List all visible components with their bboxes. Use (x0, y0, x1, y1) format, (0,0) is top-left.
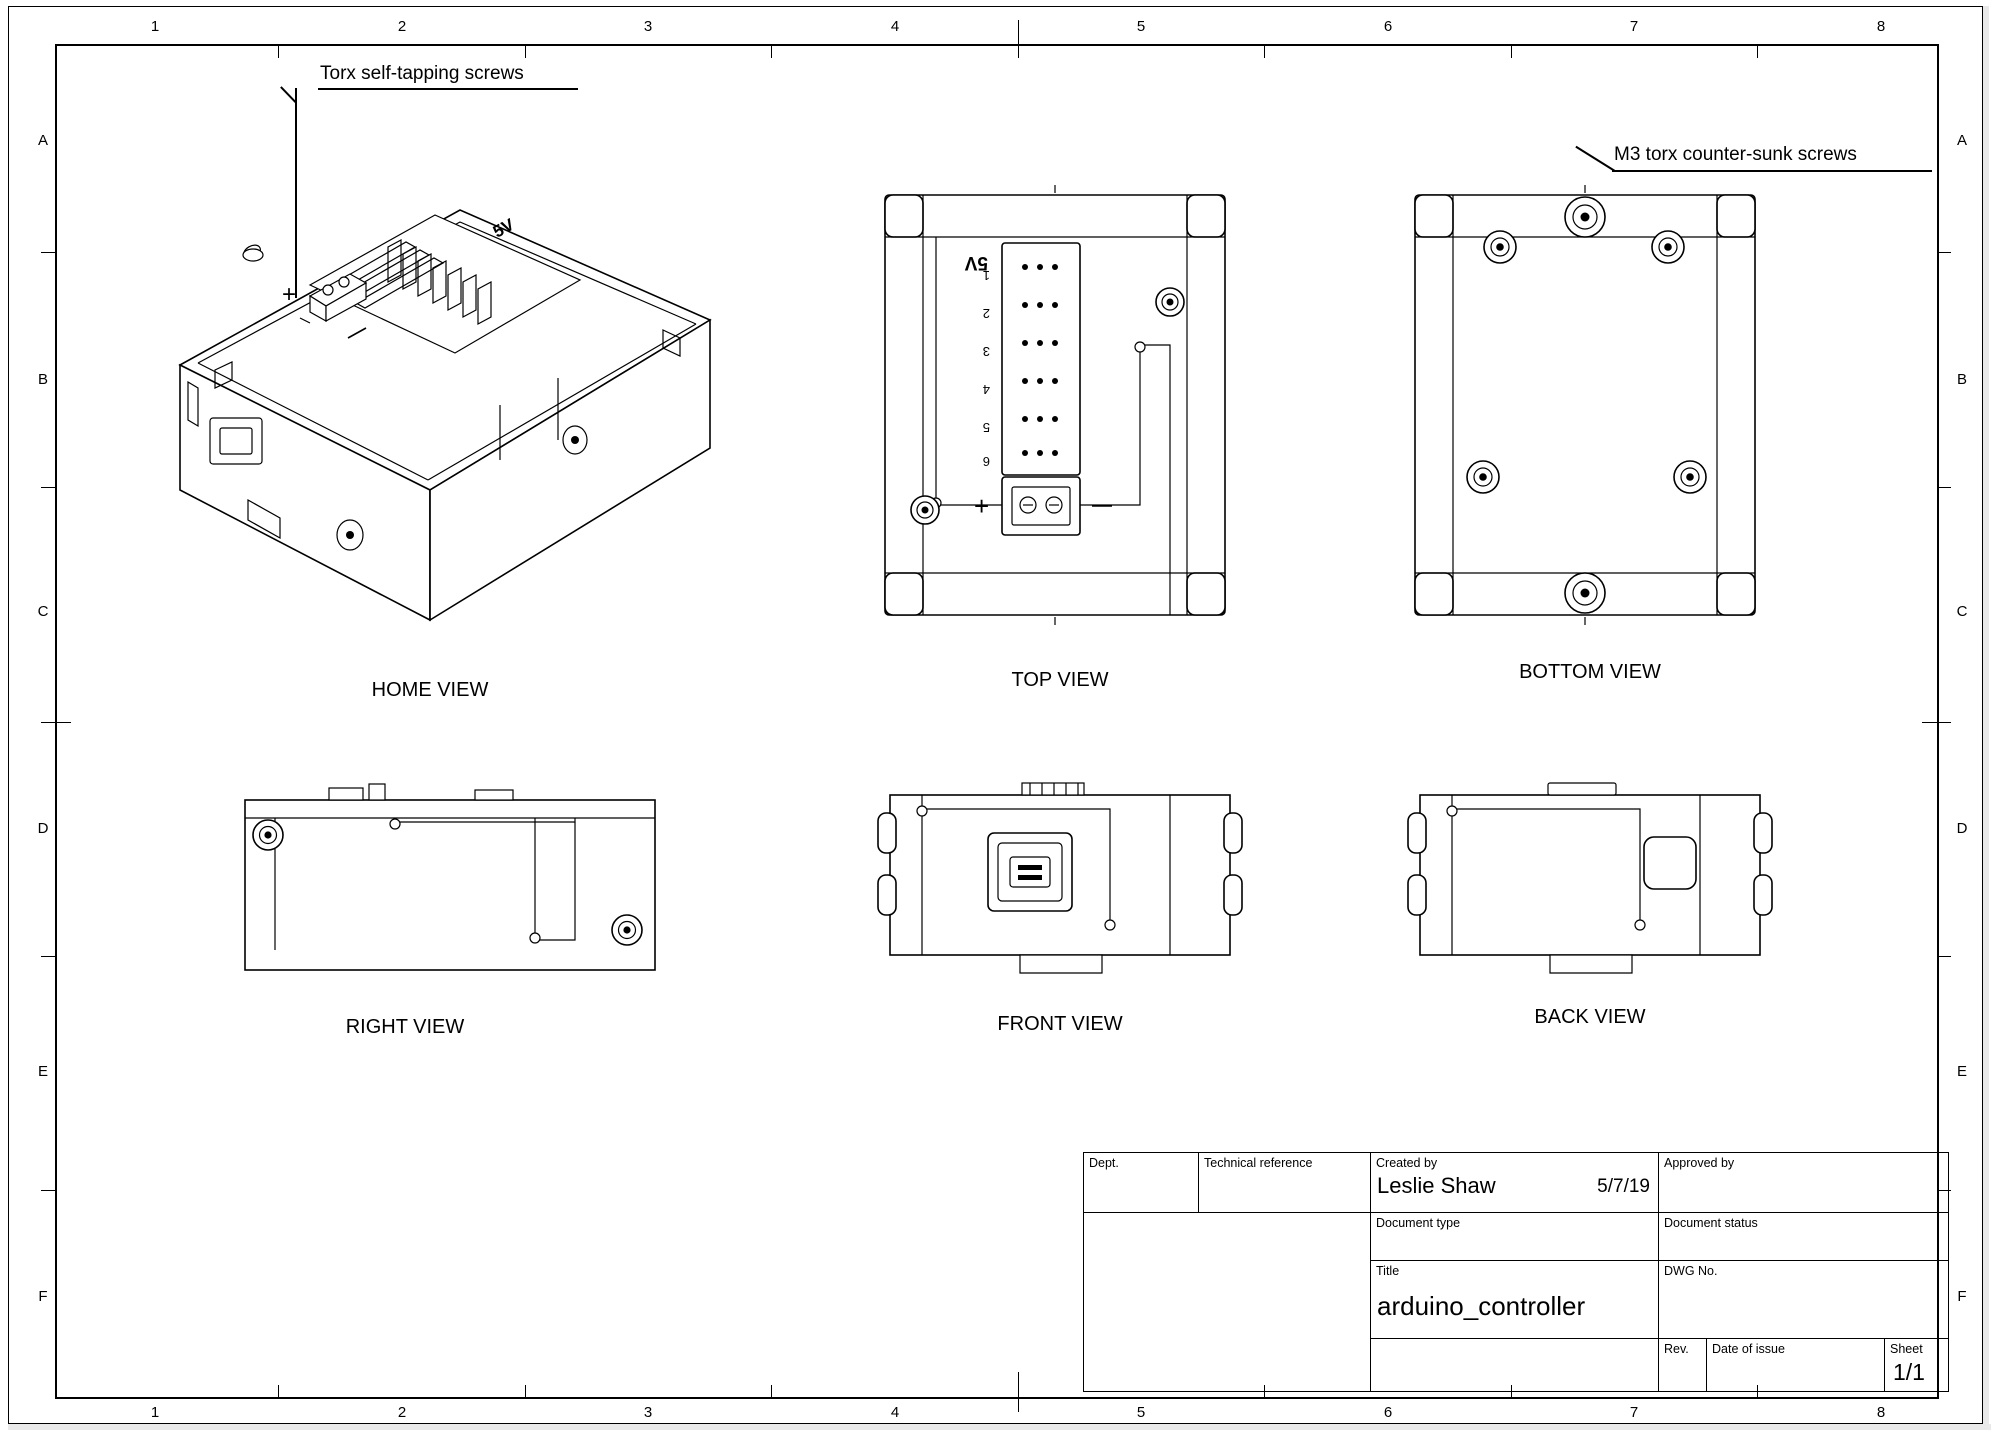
frame-tick-top-1 (278, 44, 279, 58)
view-top (870, 185, 1250, 625)
caption-back-view: BACK VIEW (1534, 1006, 1646, 1028)
value-sheet: 1/1 (1893, 1359, 1925, 1385)
frame-tick-top-4 (1018, 20, 1019, 58)
zone-left-d: D (37, 820, 49, 837)
frame-tick-left-cd (41, 722, 71, 723)
label-title: Title (1376, 1264, 1400, 1278)
label-dept: Dept. (1089, 1156, 1119, 1170)
frame-tick-top-2 (525, 44, 526, 58)
zone-bottom-3: 3 (643, 1404, 653, 1421)
zone-top-4: 4 (890, 18, 900, 35)
svg-text:+: + (282, 281, 297, 308)
zone-top-2: 2 (397, 18, 407, 35)
label-date-of-issue: Date of issue (1712, 1342, 1785, 1356)
zone-top-8: 8 (1876, 18, 1886, 35)
title-block (1083, 1152, 1949, 1392)
frame-tick-top-7 (1757, 44, 1758, 58)
view-home (160, 190, 730, 630)
value-created-by: Leslie Shaw (1377, 1173, 1496, 1198)
value-title: arduino_controller (1377, 1291, 1586, 1321)
label-technical-reference: Technical reference (1204, 1156, 1313, 1170)
zone-right-a: A (1956, 132, 1967, 149)
title-block-empty-left-cell (1084, 1213, 1371, 1391)
frame-tick-bottom-2 (525, 1385, 526, 1399)
zone-right-d: D (1956, 820, 1968, 837)
label-rev: Rev. (1664, 1342, 1689, 1356)
frame-tick-right-de (1937, 956, 1951, 957)
svg-text:6: 6 (982, 454, 990, 469)
svg-text:4: 4 (982, 382, 990, 397)
frame-tick-left-de (41, 956, 55, 957)
zone-right-b: B (1956, 371, 1967, 388)
zone-bottom-7: 7 (1629, 1404, 1639, 1421)
label-document-type: Document type (1376, 1216, 1461, 1230)
value-created-date: 5/7/19 (1597, 1176, 1650, 1197)
caption-front-view: FRONT VIEW (997, 1013, 1123, 1035)
caption-right-view: RIGHT VIEW (345, 1016, 465, 1038)
frame-tick-right-bc (1937, 487, 1951, 488)
zone-left-c: C (37, 603, 49, 620)
title-block-approved-by-cell (1659, 1153, 1948, 1213)
title-block-document-type-cell (1371, 1213, 1659, 1261)
sheet-shadow-right (1983, 6, 1989, 1430)
zone-left-f: F (38, 1288, 48, 1305)
svg-text:5V: 5V (964, 252, 988, 273)
zone-left-a: A (37, 132, 48, 149)
zone-top-7: 7 (1629, 18, 1639, 35)
label-approved-by: Approved by (1664, 1156, 1735, 1170)
zone-right-f: F (1957, 1288, 1967, 1305)
zone-top-1: 1 (150, 18, 160, 35)
caption-top-view: TOP VIEW (1011, 669, 1109, 691)
frame-tick-right-ab (1937, 252, 1951, 253)
label-document-status: Document status (1664, 1216, 1758, 1230)
frame-tick-left-ef (41, 1190, 55, 1191)
title-block-dwg-no-cell (1659, 1261, 1948, 1339)
zone-bottom-1: 1 (150, 1404, 160, 1421)
zone-right-e: E (1956, 1063, 1967, 1080)
title-block-sheet-cell (1885, 1339, 1948, 1391)
zone-bottom-5: 5 (1136, 1404, 1146, 1421)
label-dwg-no: DWG No. (1664, 1264, 1718, 1278)
svg-text:2: 2 (982, 306, 990, 321)
zone-top-5: 5 (1136, 18, 1146, 35)
m3-screw (1565, 197, 1605, 237)
label-sheet: Sheet (1890, 1342, 1923, 1356)
annotation-torx-self-tapping-screws: Torx self-tapping screws (320, 63, 524, 84)
caption-bottom-view: BOTTOM VIEW (1519, 661, 1661, 683)
frame-tick-right-cd (1922, 722, 1951, 723)
frame-tick-bottom-1 (278, 1385, 279, 1399)
title-block-rev-cell (1659, 1339, 1707, 1391)
annotation-m3-torx-counter-sunk-screws: M3 torx counter-sunk screws (1614, 144, 1857, 165)
frame-tick-left-ab (41, 252, 55, 253)
svg-text:5V: 5V (489, 214, 518, 242)
title-block-created-by-cell (1371, 1153, 1659, 1213)
frame-tick-top-6 (1511, 44, 1512, 58)
caption-home-view: HOME VIEW (371, 679, 489, 701)
view-right (235, 780, 675, 1000)
leader-line-horizontal-left (318, 88, 578, 90)
view-bottom (1400, 185, 1780, 625)
title-block-title-cell (1371, 1261, 1659, 1339)
frame-tick-top-3 (771, 44, 772, 58)
title-block-title-continuation-cell (1371, 1339, 1659, 1391)
zone-bottom-6: 6 (1383, 1404, 1393, 1421)
frame-tick-bottom-4 (1018, 1372, 1019, 1412)
zone-bottom-2: 2 (397, 1404, 407, 1421)
view-front (870, 765, 1250, 995)
title-block-date-of-issue-cell (1707, 1339, 1885, 1391)
zone-left-b: B (37, 371, 48, 388)
title-block-dept-cell (1084, 1153, 1199, 1213)
sheet-shadow-bottom (8, 1424, 1991, 1430)
zone-top-3: 3 (643, 18, 653, 35)
view-back (1400, 765, 1780, 995)
zone-top-6: 6 (1383, 18, 1393, 35)
frame-tick-top-5 (1264, 44, 1265, 58)
label-created-by: Created by (1376, 1156, 1438, 1170)
svg-text:5: 5 (982, 420, 990, 435)
zone-right-c: C (1956, 603, 1968, 620)
frame-tick-bottom-3 (771, 1385, 772, 1399)
zone-left-e: E (37, 1063, 48, 1080)
zone-bottom-4: 4 (890, 1404, 900, 1421)
title-block-document-status-cell (1659, 1213, 1948, 1261)
frame-tick-left-bc (41, 487, 55, 488)
title-block-technical-reference-cell (1199, 1153, 1371, 1213)
svg-text:1: 1 (982, 268, 990, 283)
leader-line-horizontal-right (1612, 170, 1932, 172)
svg-text:+: + (974, 491, 990, 521)
svg-text:3: 3 (982, 344, 990, 359)
zone-bottom-8: 8 (1876, 1404, 1886, 1421)
